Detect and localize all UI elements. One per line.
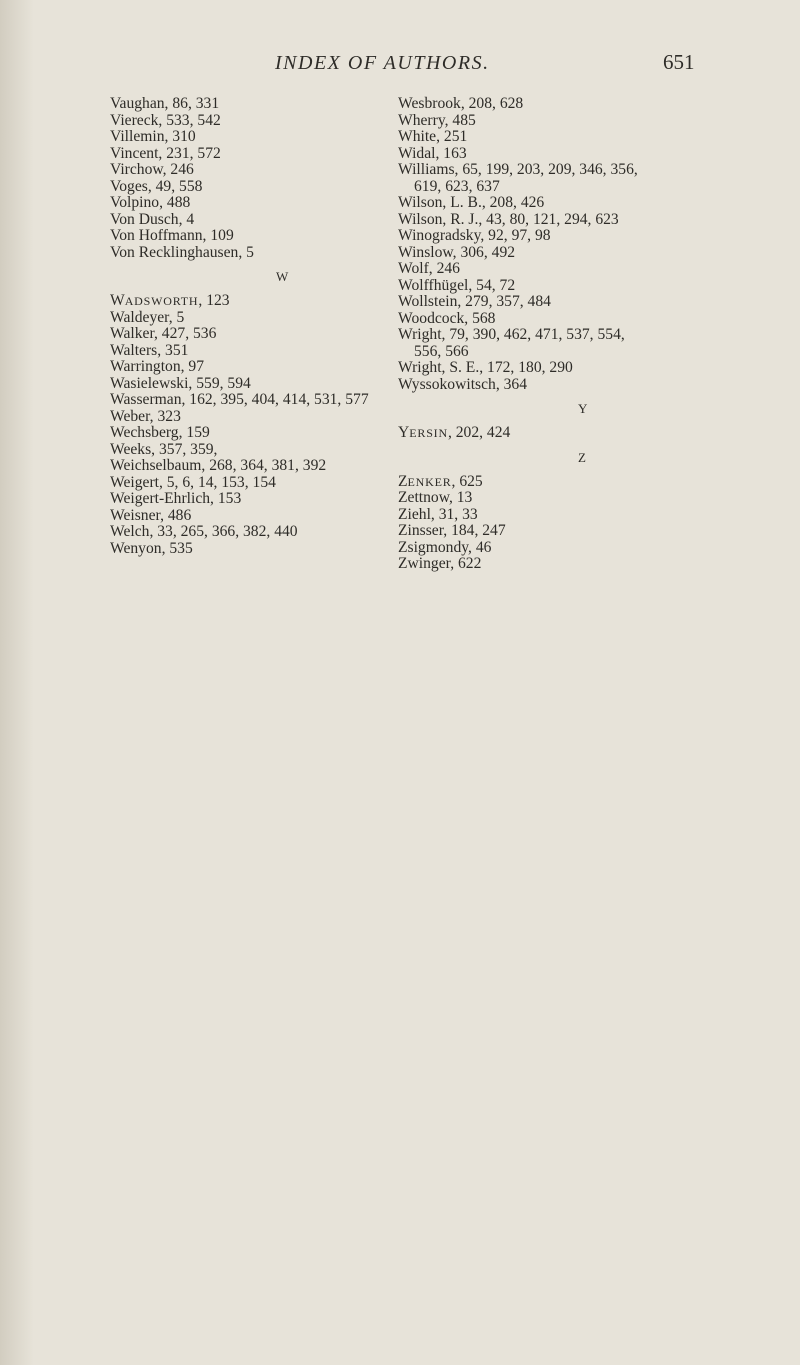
index-entry: Von Hoffmann, 109 (110, 227, 234, 244)
index-entry: Zsigmondy, 46 (398, 538, 492, 556)
index-entry: Weichselbaum, 268, 364, 381, 392 (110, 457, 327, 474)
section-letter-y: Y (578, 401, 589, 416)
index-entry: Winogradsky, 92, 97, 98 (398, 227, 551, 244)
index-entry: Winslow, 306, 492 (398, 243, 516, 261)
index-entry: Woodcock, 568 (398, 309, 496, 327)
index-entry: Walters, 351 (110, 341, 189, 359)
index-column-left (110, 96, 390, 557)
index-entry: Weigert, 5, 6, 14, 153, 154 (110, 473, 276, 491)
index-entry-continuation: 556, 566 (414, 342, 469, 360)
index-entry: Williams, 65, 199, 203, 209, 346, 356, (398, 161, 638, 178)
index-entry: Wollstein, 279, 357, 484 (398, 293, 551, 310)
index-entry: Weeks, 357, 359, (110, 440, 218, 458)
small-caps-rest: ERSIN (409, 426, 448, 440)
index-entry: Warrington, 97 (110, 358, 205, 375)
index-entry: Virchow, 246 (110, 161, 194, 178)
page-refs: , 202, 424 (447, 424, 511, 441)
index-entry: Zinsser, 184, 247 (398, 522, 506, 539)
index-entry: Weisner, 486 (110, 506, 192, 524)
index-entry-wadsworth (110, 293, 390, 310)
index-entry: Welch, 33, 265, 366, 382, 440 (110, 523, 298, 540)
index-entry: Weber, 323 (110, 407, 181, 425)
index-entry: Weigert-Ehrlich, 153 (110, 490, 242, 507)
page-edge-shadow (0, 0, 34, 1365)
index-entry: Wherry, 485 (398, 111, 476, 129)
index-column-right (398, 96, 698, 573)
small-caps-rest: ADSWORTH (124, 294, 199, 308)
index-entry: Voges, 49, 558 (110, 177, 203, 195)
index-entry: Wasielewski, 559, 594 (110, 374, 251, 392)
index-entry-continuation: 619, 623, 637 (414, 177, 500, 195)
index-entry: Wasserman, 162, 395, 404, 414, 531, 577 (110, 391, 369, 408)
index-entry: Viereck, 533, 542 (110, 111, 221, 129)
small-caps-rest: ENKER (407, 474, 452, 489)
index-entry: Wesbrook, 208, 628 (398, 95, 524, 112)
index-entry: Wright, 79, 390, 462, 471, 537, 554, (398, 326, 625, 343)
index-entry: Wright, S. E., 172, 180, 290 (398, 359, 573, 376)
index-entry: Von Dusch, 4 (110, 210, 195, 228)
small-caps-initial: Z (398, 472, 408, 490)
index-entry: Wyssokowitsch, 364 (398, 375, 528, 393)
page-refs: , 625 (451, 472, 483, 490)
index-entry: Zettnow, 13 (398, 489, 473, 506)
index-entry: Zwinger, 622 (398, 555, 482, 572)
small-caps-initial: Y (398, 424, 410, 441)
index-entry: Wechsberg, 159 (110, 424, 210, 441)
section-letter-w: W (276, 269, 290, 284)
index-entry: Wilson, L. B., 208, 426 (398, 194, 545, 211)
index-entry: Volpino, 488 (110, 194, 191, 211)
small-caps-initial: W (110, 292, 125, 309)
index-entry: Wilson, R. J., 43, 80, 121, 294, 623 (398, 210, 619, 228)
index-entry: Vaughan, 86, 331 (110, 95, 220, 112)
page-number: 651 (663, 50, 695, 74)
index-entry: Wolffhügel, 54, 72 (398, 276, 516, 294)
index-entry: Widal, 163 (398, 144, 467, 162)
index-entry-yersin (398, 425, 698, 442)
index-entry: Von Recklinghausen, 5 (110, 243, 254, 261)
index-entry-zenker (398, 474, 698, 491)
index-entry: Ziehl, 31, 33 (398, 505, 478, 523)
running-title: INDEX OF AUTHORS. (275, 52, 490, 74)
page-refs: , 123 (198, 292, 230, 309)
index-entry: Walker, 427, 536 (110, 325, 217, 342)
section-letter-z: Z (578, 449, 587, 465)
index-entry: Vincent, 231, 572 (110, 144, 221, 162)
index-entry: Villemin, 310 (110, 128, 196, 145)
index-entry: White, 251 (398, 128, 468, 145)
index-entry: Waldeyer, 5 (110, 308, 185, 326)
index-entry: Wenyon, 535 (110, 539, 193, 557)
page-header (0, 52, 800, 82)
index-entry: Wolf, 246 (398, 260, 460, 277)
